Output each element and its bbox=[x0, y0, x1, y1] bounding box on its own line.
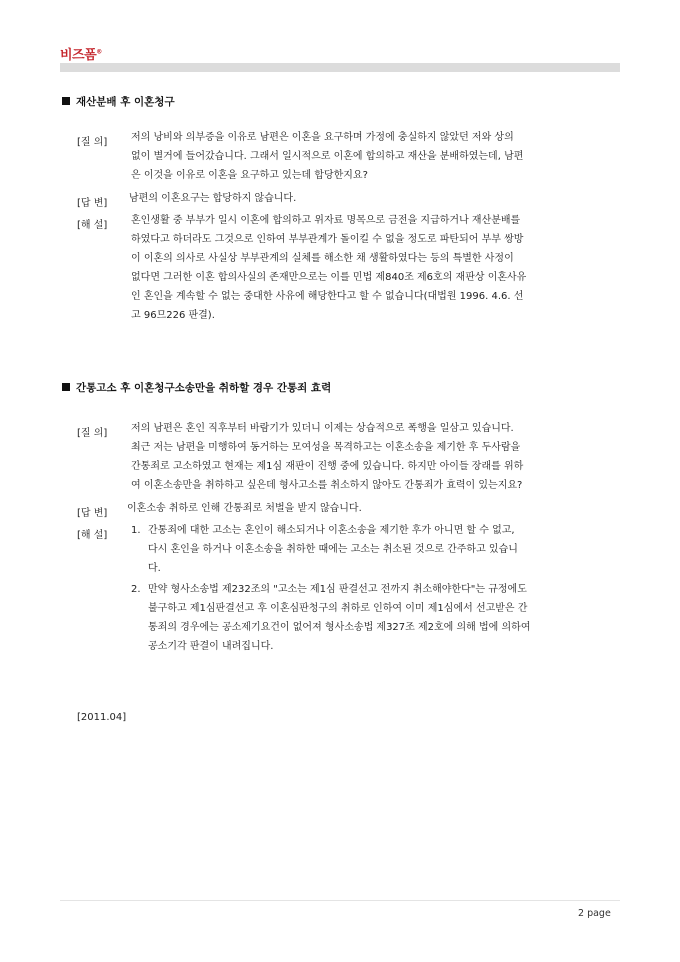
text-line: 만약 형사소송법 제232조의 "고소는 제1심 판결선고 전까지 취소해야한다"는 규정에도 bbox=[148, 584, 527, 595]
s2-item1-text bbox=[148, 521, 518, 578]
s1-answer-text: 남편의 이혼요구는 합당하지 않습니다. bbox=[129, 193, 297, 204]
s2-answer-text: 이혼소송 취하로 인해 간통죄로 처벌을 받지 않습니다. bbox=[127, 503, 362, 514]
footer-divider bbox=[60, 900, 620, 901]
document-date: [2011.04] bbox=[77, 712, 127, 723]
text-line: 다. bbox=[148, 563, 161, 574]
s2-question-text bbox=[131, 419, 523, 495]
s1-answer-label: [답 변] bbox=[77, 198, 108, 209]
text-line: 불구하고 제1심판결선고 후 이혼심판청구의 취하로 인하여 이미 제1심에서 선고받은 간 bbox=[148, 603, 528, 614]
text-line: 통죄의 경우에는 공소제기요건이 없어져 형사소송법 제327조 제2호에 의해 법에 의하여 bbox=[148, 622, 531, 633]
s2-answer-label: [답 변] bbox=[77, 508, 108, 519]
text-line: 간통죄에 대한 고소는 혼인이 해소되거나 이혼소송을 제기한 후가 아니면 할 수 없고, bbox=[148, 525, 515, 536]
s2-item1-number: 1. bbox=[131, 525, 141, 536]
s2-item2-number: 2. bbox=[131, 584, 141, 595]
section2-title bbox=[62, 380, 331, 395]
text-line: 공소기각 판결이 내려집니다. bbox=[148, 641, 274, 652]
text-line: 저의 낭비와 의부증을 이유로 남편은 이혼을 요구하며 가정에 충실하지 않았던 저와 상의 bbox=[131, 132, 514, 143]
s1-explain-text bbox=[131, 211, 526, 325]
section2-title-text: 간통고소 후 이혼청구소송만을 취하할 경우 간통죄 효력 bbox=[76, 382, 332, 394]
square-bullet-icon bbox=[62, 383, 70, 391]
square-bullet-icon bbox=[62, 97, 70, 105]
page-number: 2 page bbox=[578, 908, 611, 919]
bizform-logo bbox=[60, 44, 102, 63]
text-line: 없이 별거에 들어갔습니다. 그래서 일시적으로 이혼에 합의하고 재산을 분배하였는데, 남편 bbox=[131, 151, 524, 162]
text-line: 인 혼인을 계속할 수 없는 중대한 사유에 해당한다고 할 수 없습니다(대법원 1996. 4.6. 선 bbox=[131, 291, 524, 302]
s1-question-label: [질 의] bbox=[77, 137, 108, 148]
text-line: 혼인생활 중 부부가 일시 이혼에 합의하고 위자료 명목으로 금전을 지급하거나 재산분배를 bbox=[131, 215, 521, 226]
header-bar bbox=[60, 63, 620, 72]
text-line: 없다면 그러한 이혼 합의사실의 존재만으로는 이를 민법 제840조 제6호의 재판상 이혼사유 bbox=[131, 272, 527, 283]
section1-title-text: 재산분배 후 이혼청구 bbox=[76, 96, 175, 108]
s2-question-label: [질 의] bbox=[77, 428, 108, 439]
text-line: 은 이것을 이유로 이혼을 요구하고 있는데 합당한지요? bbox=[131, 170, 368, 181]
registered-mark: ® bbox=[96, 48, 102, 56]
text-line: 하였다고 하더라도 그것으로 인하여 부부관계가 돌이킬 수 없을 정도로 파탄되어 부부 쌍방 bbox=[131, 234, 524, 245]
text-line: 이 이혼의 의사로 사실상 부부관계의 실체를 해소한 채 생활하였다는 등의 특별한 사정이 bbox=[131, 253, 514, 264]
s2-item2-text bbox=[148, 580, 531, 656]
text-line: 여 이혼소송만을 취하하고 싶은데 형사고소를 취소하지 않아도 간통죄가 효력이 있는지요? bbox=[131, 480, 523, 491]
s2-explain-label: [해 설] bbox=[77, 530, 108, 541]
text-line: 다시 혼인을 하거나 이혼소송을 취하한 때에는 고소는 취소된 것으로 간주하고 있습니 bbox=[148, 544, 518, 555]
s1-question-text bbox=[131, 128, 523, 185]
logo-text: 비즈폼 bbox=[60, 48, 97, 63]
section1-title bbox=[62, 94, 175, 109]
s1-explain-label: [해 설] bbox=[77, 220, 108, 231]
text-line: 간통죄로 고소하였고 현재는 제1심 재판이 진행 중에 있습니다. 하지만 아이들 장래를 위하 bbox=[131, 461, 524, 472]
text-line: 저의 남편은 혼인 직후부터 바람기가 있더니 이제는 상습적으로 폭행을 일삼고 있습니다. bbox=[131, 423, 514, 434]
text-line: 최근 저는 남편을 미행하여 동거하는 모여성을 목격하고는 이혼소송을 제기한 후 두사람을 bbox=[131, 442, 521, 453]
text-line: 고 96므226 판결). bbox=[131, 310, 215, 321]
